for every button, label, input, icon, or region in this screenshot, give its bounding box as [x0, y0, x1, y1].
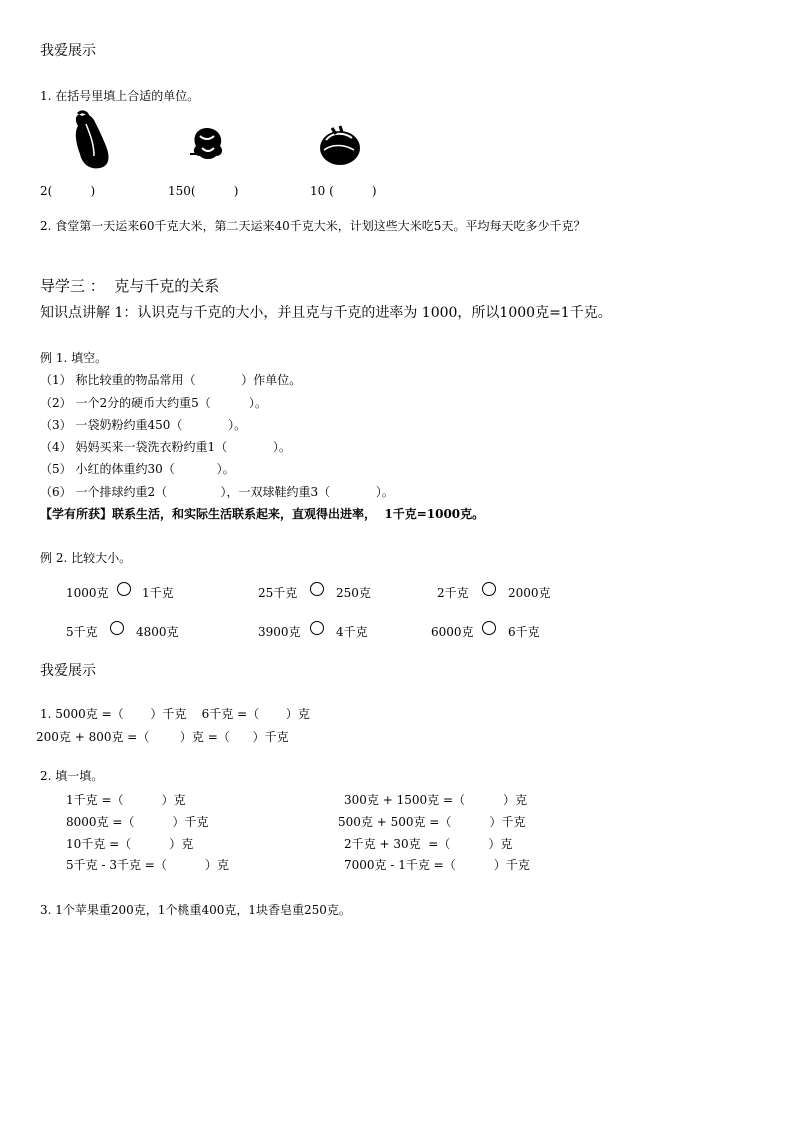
- question-2: 2. 食堂第一天运来60千克大米，第二天运来40千克大米，计划这些大米吃5天。平均每天吃多少千克？: [40, 219, 586, 233]
- compare-right: 6千克: [508, 625, 540, 639]
- fill-right-4: 7000克 - 1千克 =（ ）千克: [344, 858, 530, 872]
- example1-item-4: （4） 妈妈买来一袋洗衣粉约重1（ ）。: [40, 440, 291, 454]
- fill-right-2: 500克 + 500克 =（ ）千克: [338, 815, 526, 829]
- section3-q1-line1: 1. 5000克 =（ ）千克 6千克 =（ ）克: [40, 707, 310, 721]
- fill-left-2: 8000克 =（ ）千克: [66, 815, 209, 829]
- question-1: 1. 在括号里填上合适的单位。: [40, 89, 200, 103]
- fill-left-3: 10千克 =（ ）克: [66, 837, 194, 851]
- peach-picture: [186, 122, 228, 162]
- compare-right: 250克: [336, 586, 371, 600]
- compare-right: 2000克: [508, 586, 551, 600]
- compare-left: 1000克: [66, 586, 109, 600]
- example1-item-5: （5） 小红的体重约30（ ）。: [40, 462, 235, 476]
- compare-left: 25千克: [258, 586, 298, 600]
- compare-left: 6000克: [431, 625, 474, 639]
- example1-item-3: （3） 一袋奶粉约重450（ ）。: [40, 418, 247, 432]
- compare-circle[interactable]: [117, 582, 131, 596]
- example1-item-2: （2） 一个2分的硬币大约重5（ ）。: [40, 396, 267, 410]
- section3-q2-title: 2. 填一填。: [40, 769, 104, 783]
- compare-right: 1千克: [142, 586, 174, 600]
- learning-summary: 【学有所获】联系生活，和实际生活联系起来，直观得出进率， 1千克=1000克。: [40, 507, 485, 521]
- fill-right-1: 300克 + 1500克 =（ ）克: [344, 793, 528, 807]
- blank-1[interactable]: 2( ): [40, 184, 96, 198]
- compare-left: 2千克: [437, 586, 469, 600]
- blank-2[interactable]: 150( ): [168, 184, 239, 198]
- watermelon-picture: [314, 122, 364, 168]
- compare-circle[interactable]: [310, 582, 324, 596]
- compare-left: 5千克: [66, 625, 98, 639]
- compare-circle[interactable]: [110, 621, 124, 635]
- fill-left-4: 5千克 - 3千克 =（ ）克: [66, 858, 229, 872]
- compare-left: 3900克: [258, 625, 301, 639]
- compare-right: 4800克: [136, 625, 179, 639]
- compare-circle[interactable]: [310, 621, 324, 635]
- compare-right: 4千克: [336, 625, 368, 639]
- section2-title: 导学三 ： 克与千克的关系: [40, 277, 220, 295]
- example1-title: 例 1. 填空。: [40, 351, 108, 365]
- section3-q3: 3. 1个苹果重200克，1个桃重400克，1块香皂重250克。: [40, 903, 351, 917]
- example2-title: 例 2. 比较大小。: [40, 551, 132, 565]
- blank-3[interactable]: 10 ( ): [310, 184, 377, 198]
- compare-circle[interactable]: [482, 621, 496, 635]
- section3-heading: 我爱展示: [40, 663, 96, 679]
- fill-left-1: 1千克 =（ ）克: [66, 793, 186, 807]
- example1-item-1: （1） 称比较重的物品常用（ ）作单位。: [40, 373, 302, 387]
- knowledge-point: 知识点讲解 1：认识克与千克的大小，并且克与千克的进率为 1000，所以1000克=1千克。: [40, 305, 612, 321]
- section1-heading: 我爱展示: [40, 43, 96, 59]
- cabbage-picture: [72, 110, 114, 172]
- section3-q1-line2: 200克 + 800克 =（ ）克 =（ ）千克: [36, 730, 289, 744]
- compare-circle[interactable]: [482, 582, 496, 596]
- fill-right-3: 2千克 + 30克 =（ ）克: [344, 837, 513, 851]
- example1-item-6: （6） 一个排球约重2（ ），一双球鞋约重3（ ）。: [40, 485, 394, 499]
